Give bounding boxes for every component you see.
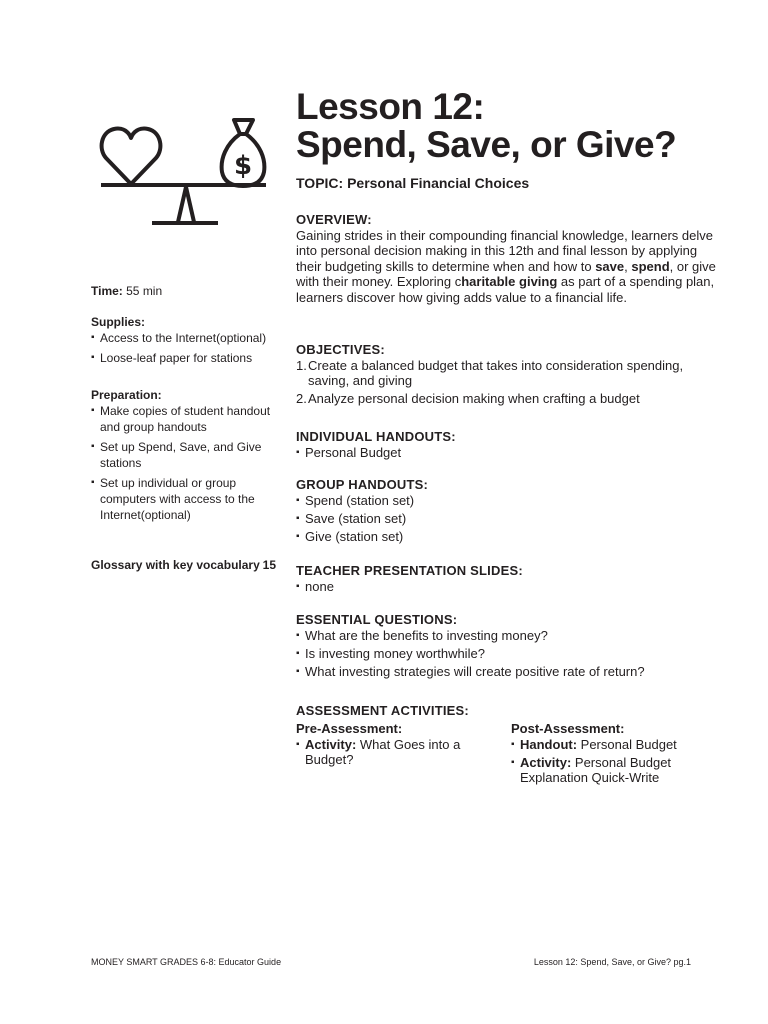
assessment-heading: ASSESSMENT ACTIVITIES: <box>296 703 469 718</box>
supplies-heading: Supplies: <box>91 315 146 329</box>
glossary-link[interactable]: Glossary with key vocabulary 15 <box>91 558 276 572</box>
list-item: ▪ Activity: Personal Budget Explanation Quick-Write <box>511 755 701 786</box>
list-item: ▪ What are the benefits to investing money? <box>296 628 716 644</box>
title-line-2: Spend, Save, or Give? <box>296 124 677 165</box>
preparation-section <box>91 387 276 527</box>
list-item: ▪ Set up Spend, Save, and Give stations <box>91 439 276 471</box>
overview-section <box>296 212 716 305</box>
group-handouts-heading: GROUP HANDOUTS: <box>296 477 429 492</box>
supplies-section <box>91 314 276 370</box>
list-item: ▪ none <box>296 579 716 595</box>
preparation-heading: Preparation: <box>91 388 162 402</box>
essential-questions-heading: ESSENTIAL QUESTIONS: <box>296 612 458 627</box>
list-item: ▪ What investing strategies will create positive rate of return? <box>296 664 716 680</box>
heart-moneybag-seesaw-icon <box>98 114 268 229</box>
topic-text: TOPIC: Personal Financial Choices <box>296 175 530 191</box>
group-handouts-section <box>296 477 716 547</box>
list-item: ▪ Is investing money worthwhile? <box>296 646 716 662</box>
teacher-slides-section <box>296 563 716 597</box>
pre-assessment-heading: Pre-Assessment: <box>296 721 403 736</box>
essential-questions-section <box>296 612 716 682</box>
post-assessment <box>511 721 701 788</box>
objective-item: 1. Create a balanced budget that takes into consideration spending, saving, and giving <box>296 357 684 388</box>
list-item: ▪ Access to the Internet(optional) <box>91 330 276 346</box>
objectives-heading: OBJECTIVES: <box>296 342 385 357</box>
teacher-slides-heading: TEACHER PRESENTATION SLIDES: <box>296 563 523 578</box>
time-info: Time: 55 min <box>91 284 163 298</box>
footer-right: Lesson 12: Spend, Save, or Give? pg.1 <box>533 957 691 967</box>
list-item: ▪ Spend (station set) <box>296 493 716 509</box>
list-item: ▪ Give (station set) <box>296 529 716 545</box>
list-item: ▪ Make copies of student handout and group handouts <box>91 403 276 435</box>
overview-heading: OVERVIEW: <box>296 212 372 227</box>
page-title <box>296 88 676 164</box>
individual-handouts-section <box>296 429 716 463</box>
individual-handouts-heading: INDIVIDUAL HANDOUTS: <box>296 429 456 444</box>
list-item: ▪ Set up individual or group computers with access to the Internet(optional) <box>91 475 276 523</box>
list-item: ▪ Personal Budget <box>296 445 716 461</box>
title-line-1: Lesson 12: <box>296 86 485 127</box>
dollar-sign: $ <box>233 151 253 181</box>
assessment-section <box>296 703 716 719</box>
objectives-section <box>296 342 716 409</box>
objective-item: 2. Analyze personal decision making when crafting a budget <box>296 391 640 406</box>
topic <box>296 176 716 192</box>
list-item: ▪ Activity: What Goes into a Budget? <box>296 737 486 768</box>
pre-assessment <box>296 721 486 770</box>
overview-text: Gaining strides in their compounding financial knowledge, learners delve into personal decision making in this 12th and final lesson by applying their budgeting skills to determine when and how to save, spend, or give with their money. Exploring charitable giving as part of a spending plan, learners discover how giving adds value to a financial life. <box>296 227 716 305</box>
post-assessment-heading: Post-Assessment: <box>511 721 625 736</box>
footer-left: MONEY SMART GRADES 6-8: Educator Guide <box>91 957 282 967</box>
list-item: ▪ Loose-leaf paper for stations <box>91 350 276 366</box>
list-item: ▪ Save (station set) <box>296 511 716 527</box>
list-item: ▪ Handout: Personal Budget <box>511 737 701 753</box>
